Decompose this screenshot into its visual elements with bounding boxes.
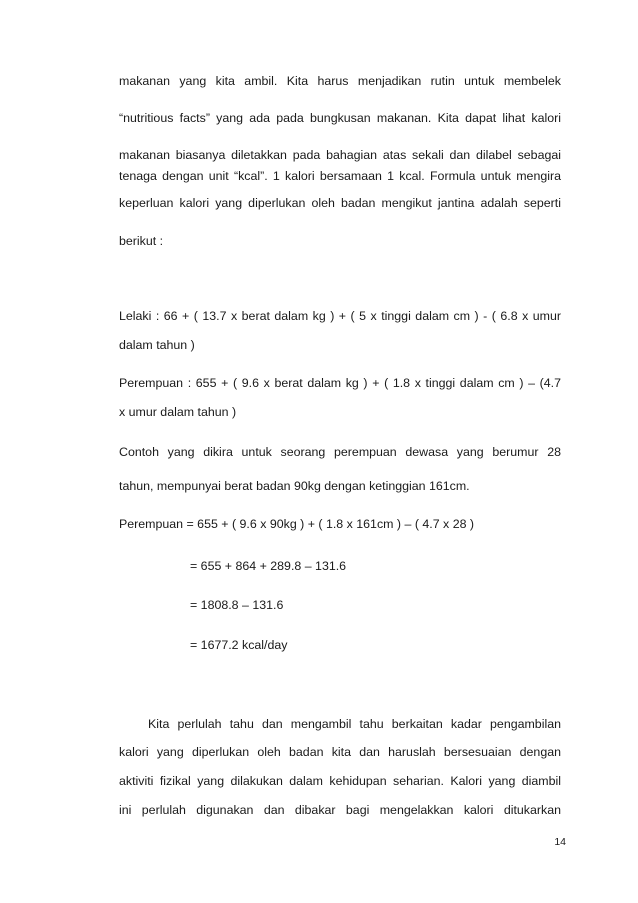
paragraph-line: “nutritious facts” yang ada pada bungkusan makanan. Kita dapat lihat kalori <box>119 111 561 125</box>
formula-female-line: x umur dalam tahun ) <box>119 405 237 419</box>
paragraph-line: ini perlulah digunakan dan dibakar bagi mengelakkan kalori ditukarkan <box>119 803 561 817</box>
paragraph-line: keperluan kalori yang diperlukan oleh badan mengikut jantina adalah seperti <box>119 196 561 210</box>
formula-female-line: Perempuan : 655 + ( 9.6 x berat dalam kg ) + ( 1.8 x tinggi dalam cm ) – (4.7 <box>119 376 561 390</box>
calculation-line: Perempuan = 655 + ( 9.6 x 90kg ) + ( 1.8 x 161cm ) – ( 4.7 x 28 ) <box>119 517 475 531</box>
calculation-line: = 655 + 864 + 289.8 – 131.6 <box>190 559 347 573</box>
paragraph-line: makanan biasanya diletakkan pada bahagian atas sekali dan dilabel sebagai <box>119 148 561 162</box>
example-intro-line: tahun, mempunyai berat badan 90kg dengan ketinggian 161cm. <box>119 479 470 493</box>
formula-male-line: Lelaki : 66 + ( 13.7 x berat dalam kg ) + ( 5 x tinggi dalam cm ) - ( 6.8 x umur <box>119 309 561 323</box>
example-intro-line: Contoh yang dikira untuk seorang perempuan dewasa yang berumur 28 <box>119 445 561 459</box>
calculation-line: = 1808.8 – 131.6 <box>190 598 284 612</box>
paragraph-line: tenaga dengan unit “kcal”. 1 kalori bersamaan 1 kcal. Formula untuk mengira <box>119 169 561 183</box>
paragraph-line: kalori yang diperlukan oleh badan kita dan haruslah bersesuaian dengan <box>119 745 561 759</box>
paragraph-line: Kita perlulah tahu dan mengambil tahu berkaitan kadar pengambilan <box>148 717 561 731</box>
paragraph-line: makanan yang kita ambil. Kita harus menjadikan rutin untuk membelek <box>119 74 561 88</box>
paragraph-line: aktiviti fizikal yang dilakukan dalam kehidupan seharian. Kalori yang diambil <box>119 774 561 788</box>
calculation-result: = 1677.2 kcal/day <box>190 638 288 652</box>
formula-male-line: dalam tahun ) <box>119 338 195 352</box>
page-number: 14 <box>554 836 566 848</box>
paragraph-line: berikut : <box>119 234 164 248</box>
